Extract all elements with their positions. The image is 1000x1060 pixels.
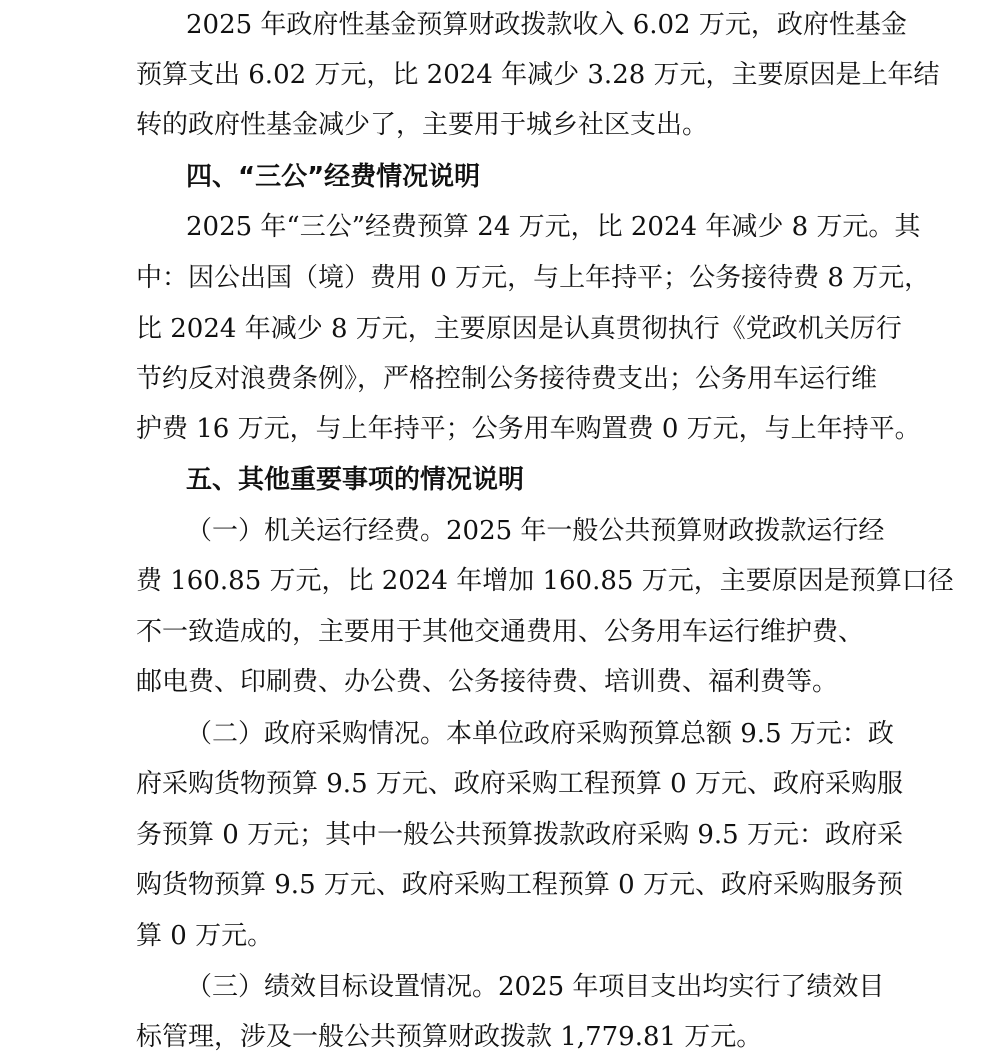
paragraph-line: （二）政府采购情况。本单位政府采购预算总额 9.5 万元：政 [186, 719, 894, 749]
section-heading-san-gong: 四、“三公”经费情况说明 [186, 162, 481, 192]
paragraph-line: （三）绩效目标设置情况。2025 年项目支出均实行了绩效目 [186, 972, 885, 1002]
paragraph-line: 中：因公出国（境）费用 0 万元，与上年持平；公务接待费 8 万元， [136, 263, 931, 293]
paragraph-line: 预算支出 6.02 万元，比 2024 年减少 3.28 万元，主要原因是上年结 [136, 60, 940, 90]
paragraph-line: 标管理，涉及一般公共预算财政拨款 1,779.81 万元。 [136, 1022, 763, 1052]
paragraph-line: 2025 年政府性基金预算财政拨款收入 6.02 万元，政府性基金 [186, 10, 907, 40]
paragraph-line: 护费 16 万元，与上年持平；公务用车购置费 0 万元，与上年持平。 [136, 414, 921, 444]
section-heading-other-matters: 五、其他重要事项的情况说明 [186, 465, 525, 495]
paragraph-line: 转的政府性基金减少了，主要用于城乡社区支出。 [136, 110, 709, 140]
paragraph-line: 邮电费、印刷费、办公费、公务接待费、培训费、福利费等。 [136, 667, 839, 697]
paragraph-line: 节约反对浪费条例》，严格控制公务接待费支出；公务用车运行维 [136, 364, 878, 394]
paragraph-line: 算 0 万元。 [136, 921, 274, 951]
paragraph-line: （一）机关运行经费。2025 年一般公共预算财政拨款运行经 [186, 516, 885, 546]
paragraph-line: 比 2024 年减少 8 万元，主要原因是认真贯彻执行《党政机关厉行 [136, 314, 902, 344]
paragraph-line: 费 160.85 万元，比 2024 年增加 160.85 万元，主要原因是预算口径 [136, 566, 954, 596]
paragraph-line: 府采购货物预算 9.5 万元、政府采购工程预算 0 万元、政府采购服 [136, 769, 903, 799]
paragraph-line: 购货物预算 9.5 万元、政府采购工程预算 0 万元、政府采购服务预 [136, 870, 903, 900]
paragraph-line: 不一致造成的，主要用于其他交通费用、公务用车运行维护费、 [136, 617, 865, 647]
paragraph-line: 务预算 0 万元；其中一般公共预算拨款政府采购 9.5 万元：政府采 [136, 820, 903, 850]
paragraph-line: 2025 年“三公”经费预算 24 万元，比 2024 年减少 8 万元。其 [186, 212, 921, 242]
